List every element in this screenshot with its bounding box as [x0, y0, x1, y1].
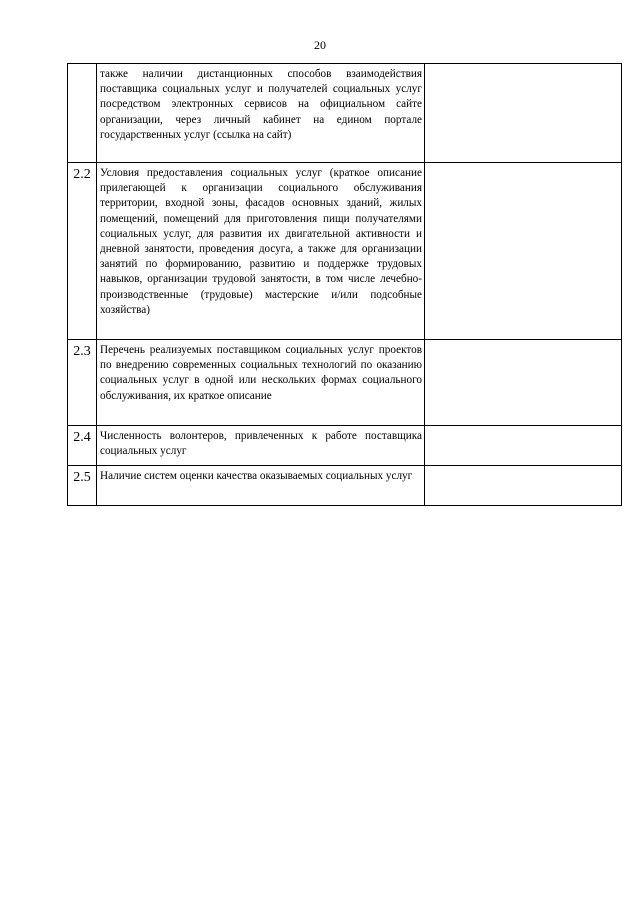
- table-row: [68, 426, 622, 466]
- row-description-text: Численность волонтеров, привлеченных к работе поставщика социальных услуг: [100, 430, 422, 458]
- row-number: [68, 64, 97, 163]
- page-number: 20: [314, 38, 326, 52]
- row-description: [97, 163, 425, 340]
- row-value[interactable]: [425, 466, 622, 506]
- row-description: [97, 64, 425, 163]
- row-description-text: Перечень реализуемых поставщиком социальных услуг проектов по внедрению современных социальных технологий по оказанию социальных услуг в одной или нескольких формах социального обслуживания, их краткое описание: [100, 344, 422, 402]
- row-value[interactable]: [425, 163, 622, 340]
- row-value[interactable]: [425, 64, 622, 163]
- row-number: 2.5: [68, 466, 97, 506]
- row-number: 2.2: [68, 163, 97, 340]
- table-row: [68, 466, 622, 506]
- row-description: [97, 340, 425, 426]
- row-description: [97, 466, 425, 506]
- row-number: 2.3: [68, 340, 97, 426]
- row-description: [97, 426, 425, 466]
- table-row: [68, 340, 622, 426]
- row-number: 2.4: [68, 426, 97, 466]
- table-row: [68, 163, 622, 340]
- row-value[interactable]: [425, 340, 622, 426]
- row-description-text: также наличии дистанционных способов взаимодействия поставщика социальных услуг и получателей социальных услуг посредством электронных сервисов на официальном сайте организации, через личный кабинет на едином портале государственных услуг (ссылка на сайт): [100, 68, 422, 141]
- info-table: [67, 63, 622, 506]
- row-description-text: Наличие систем оценки качества оказываемых социальных услуг: [100, 470, 413, 482]
- row-value[interactable]: [425, 426, 622, 466]
- row-description-text: Условия предоставления социальных услуг (краткое описание прилегающей к организации социального обслуживания территории, входной зоны, фасадов основных зданий, жилых помещений, помещений для приготовления пищи получателями социальных услуг, для развития их двигательной активности и дневной занятости, проведения досуга, а также для организации занятий по формированию, развитию и поддержке трудовых навыков, организации трудовой занятости, в том числе лечебно-производственные (трудовые) мастерские и/или подсобные хозяйства): [100, 167, 422, 316]
- table-row: [68, 64, 622, 163]
